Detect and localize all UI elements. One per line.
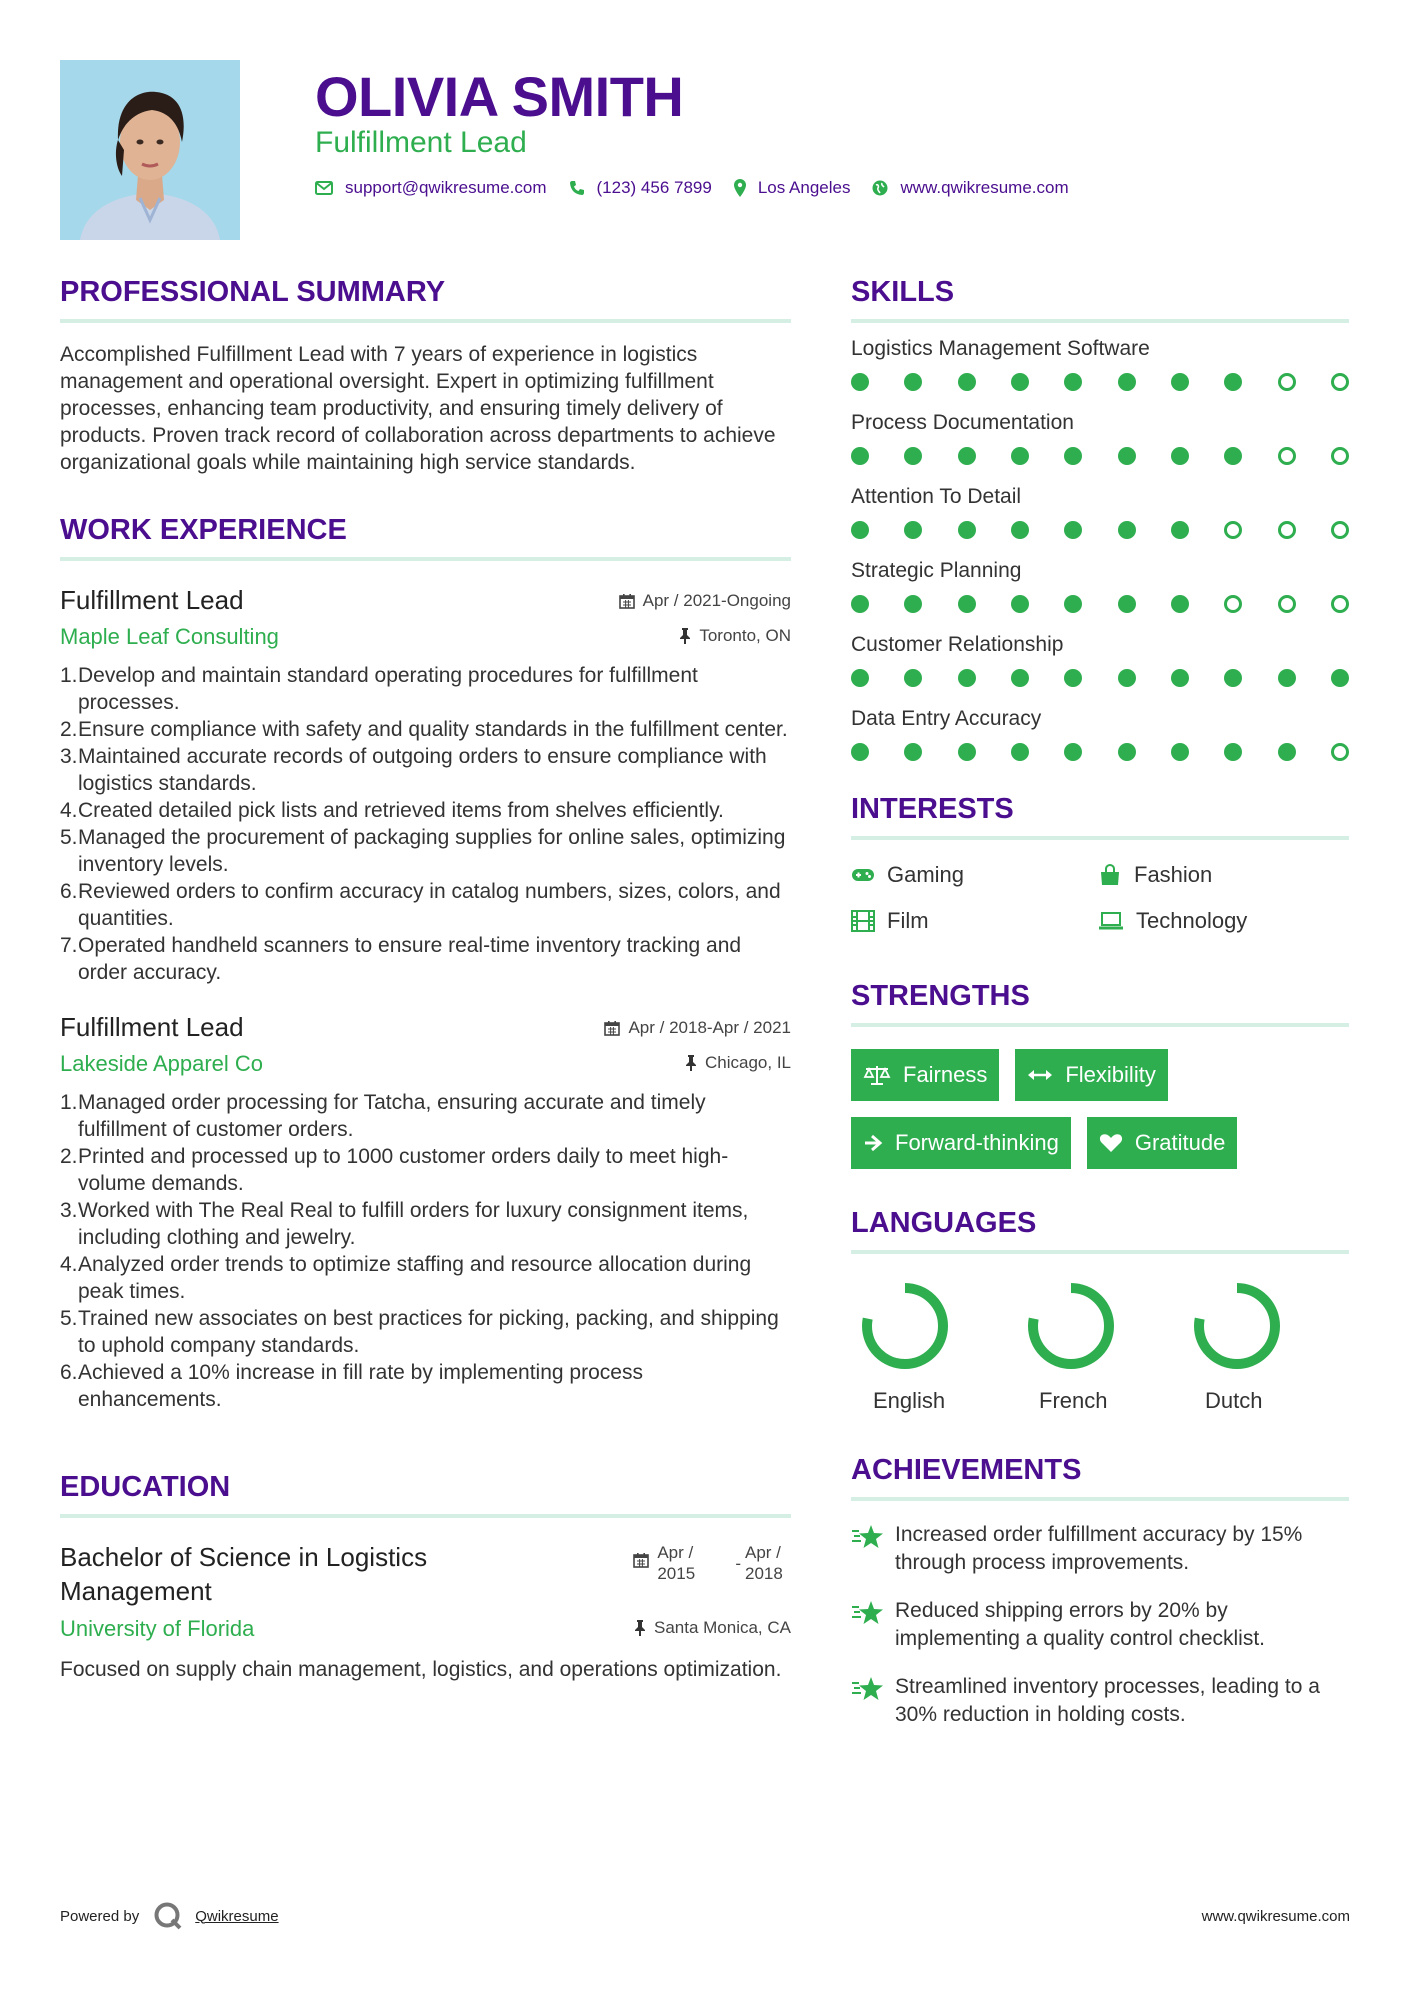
qwikresume-link[interactable]: Qwikresume [195,1907,279,1925]
right-column [851,276,1349,1729]
job-entry [60,1012,791,1413]
rating-dot-empty [1278,447,1296,465]
language-item [851,1278,1017,1414]
arrow-right-icon [863,1133,883,1153]
rating-dot-filled [1011,743,1029,761]
left-column [60,276,791,1683]
rating-dot-filled [958,595,976,613]
achievement-item: Reduced shipping errors by 20% by implementing a quality control checklist. [851,1597,1349,1653]
footer-url[interactable]: www.qwikresume.com [1201,1907,1350,1925]
shopping-bag-icon [1098,864,1122,886]
rating-dot-filled [1118,669,1136,687]
interest-item: Film [851,908,1098,934]
list-item: 3. Worked with The Real Real to fulfill orders for luxury consignment items, including clothing and jewelry. [60,1199,749,1249]
skill-rating [851,743,1349,761]
skill-name: Strategic Planning [851,559,1022,582]
envelope-icon [315,181,333,195]
footer [60,1898,1350,1934]
school-name: University of Florida [60,1616,255,1641]
skill-name: Customer Relationship [851,633,1064,656]
rating-dot-filled [851,743,869,761]
calendar-icon [633,1552,649,1568]
language-ring [1023,1278,1119,1374]
interest-item: Gaming [851,862,1098,888]
job-role: Fulfillment Lead [60,1012,244,1042]
languages-list [851,1278,1349,1414]
contact-bar [315,178,1091,198]
contact-email[interactable] [315,178,547,198]
contact-phone[interactable] [569,178,712,198]
job-company: Lakeside Apparel Co [60,1051,264,1076]
qwikresume-logo-icon [153,1901,183,1931]
rating-dot-filled [1064,447,1082,465]
language-ring [1189,1278,1285,1374]
rating-dot-filled [1171,595,1189,613]
skill-item [851,707,1349,761]
phone-icon [569,180,585,196]
job-role: Fulfillment Lead [60,585,244,615]
rating-dot-filled [1064,669,1082,687]
skill-item [851,337,1349,391]
rating-dot-filled [958,521,976,539]
achievements-list [851,1521,1349,1729]
rating-dot-filled [1011,373,1029,391]
list-item: 2. Ensure compliance with safety and quality standards in the fulfillment center. [60,718,788,741]
rating-dot-empty [1278,595,1296,613]
rating-dot-filled [1278,743,1296,761]
rating-dot-empty [1331,743,1349,761]
globe-icon [872,180,888,196]
rating-dot-filled [904,373,922,391]
rating-dot-empty [1224,595,1242,613]
rating-dot-filled [851,595,869,613]
responsibility-list [60,662,791,986]
rating-dot-filled [1011,521,1029,539]
language-name: Dutch [1205,1388,1263,1413]
skill-name: Attention To Detail [851,485,1022,508]
interests-grid [851,862,1349,934]
contact-location [734,178,851,198]
rating-dot-filled [1278,669,1296,687]
rating-dot-filled [1118,743,1136,761]
job-location: Toronto, ON [679,626,791,646]
profile-photo [60,60,240,240]
rating-dot-filled [851,447,869,465]
rating-dot-empty [1278,373,1296,391]
rating-dot-filled [1331,669,1349,687]
star-icon [851,1675,885,1703]
rating-dot-filled [1171,447,1189,465]
language-item [1017,1278,1183,1414]
heart-icon [1099,1133,1123,1153]
interest-item: Fashion [1098,862,1345,888]
map-pin-icon [734,179,746,197]
school-location: Santa Monica, CA [634,1618,791,1638]
languages-heading: LANGUAGES [851,1207,1349,1254]
language-name: English [873,1388,946,1413]
rating-dot-filled [851,373,869,391]
list-item: 4. Created detailed pick lists and retrieved items from shelves efficiently. [60,799,724,822]
job-entry [60,585,791,986]
skill-name: Data Entry Accuracy [851,707,1042,730]
education-entry [60,1540,791,1683]
rating-dot-filled [1064,373,1082,391]
list-item: 2. Printed and processed up to 1000 customer orders daily to meet high-volume demands. [60,1145,729,1195]
list-item: 5. Managed the procurement of packaging supplies for online sales, optimizing inventory levels. [60,826,786,876]
rating-dot-filled [851,521,869,539]
rating-dot-filled [958,373,976,391]
education-heading: EDUCATION [60,1471,791,1518]
pushpin-icon [685,1055,697,1071]
rating-dot-filled [1171,669,1189,687]
location-text: Los Angeles [757,178,851,197]
rating-dot-filled [1011,447,1029,465]
rating-dot-filled [1171,373,1189,391]
strengths-heading: STRENGTHS [851,980,1349,1027]
rating-dot-filled [1118,373,1136,391]
rating-dot-filled [1171,521,1189,539]
strength-badge: Flexibility [1015,1049,1167,1101]
candidate-title: Fulfillment Lead [315,126,527,159]
language-item [1183,1278,1349,1414]
rating-dot-filled [1011,595,1029,613]
skill-item [851,559,1349,613]
skill-rating [851,447,1349,465]
achievements-heading: ACHIEVEMENTS [851,1454,1349,1501]
rating-dot-filled [1224,447,1242,465]
skill-rating [851,669,1349,687]
skill-name: Process Documentation [851,411,1074,434]
rating-dot-filled [1064,595,1082,613]
strengths-list [851,1049,1349,1169]
job-dates: Apr / 2021-Ongoing [619,591,791,611]
experience-heading: WORK EXPERIENCE [60,514,791,561]
interests-heading: INTERESTS [851,793,1349,840]
skill-name: Logistics Management Software [851,337,1150,360]
phone-text: (123) 456 7899 [596,178,712,197]
calendar-icon [619,593,635,609]
film-icon [851,910,875,932]
calendar-icon [604,1020,620,1036]
rating-dot-filled [1064,743,1082,761]
skill-rating [851,595,1349,613]
rating-dot-filled [904,595,922,613]
education-dates: Apr / 2015 - Apr / 2018 [633,1542,791,1608]
laptop-icon [1098,912,1124,930]
summary-heading: PROFESSIONAL SUMMARY [60,276,791,323]
balance-scale-icon [863,1064,891,1086]
language-ring [857,1278,953,1374]
star-icon [851,1523,885,1551]
rating-dot-filled [1171,743,1189,761]
list-item: 7. Operated handheld scanners to ensure real-time inventory tracking and order accuracy. [60,934,742,984]
candidate-name: OLIVIA SMITH [315,65,684,128]
list-item: 4. Analyzed order trends to optimize staffing and resource allocation during peak times. [60,1253,752,1303]
rating-dot-empty [1331,521,1349,539]
rating-dot-filled [904,669,922,687]
list-item: 1. Develop and maintain standard operating procedures for fulfillment processes. [60,664,698,714]
strength-badge: Forward-thinking [851,1117,1071,1169]
rating-dot-filled [1064,521,1082,539]
job-location: Chicago, IL [685,1053,791,1073]
resume-header [60,60,1350,240]
skill-rating [851,373,1349,391]
skills-heading: SKILLS [851,276,1349,323]
rating-dot-filled [904,447,922,465]
rating-dot-filled [1224,743,1242,761]
star-icon [851,1599,885,1627]
pushpin-icon [634,1620,646,1636]
skill-item [851,633,1349,687]
gamepad-icon [851,867,875,883]
rating-dot-filled [851,669,869,687]
achievement-item: Streamlined inventory processes, leading to a 30% reduction in holding costs. [851,1673,1349,1729]
responsibility-list [60,1089,791,1413]
achievement-item: Increased order fulfillment accuracy by 15% through process improvements. [851,1521,1349,1577]
list-item: 5. Trained new associates on best practices for picking, packing, and shipping to uphold company standards. [60,1307,779,1357]
summary-text: Accomplished Fulfillment Lead with 7 years of experience in logistics management and operational oversight. Expert in optimizing fulfillment processes, enhancing team productivity, and ensuring timely delivery of products. Proven track record of collaboration across departments to achieve organizational goals while maintaining high service standards. [60,343,776,474]
skills-list [851,337,1349,761]
rating-dot-empty [1331,373,1349,391]
arrows-horizontal-icon [1027,1067,1053,1083]
rating-dot-empty [1331,595,1349,613]
rating-dot-empty [1278,521,1296,539]
contact-website[interactable] [872,178,1068,198]
rating-dot-filled [958,743,976,761]
website-text: www.qwikresume.com [900,178,1069,197]
rating-dot-empty [1331,447,1349,465]
education-description: Focused on supply chain management, logistics, and operations optimization. [60,1658,782,1681]
rating-dot-filled [958,669,976,687]
skill-item [851,411,1349,465]
list-item: 6. Achieved a 10% increase in fill rate by implementing process enhancements. [60,1361,643,1411]
rating-dot-filled [904,743,922,761]
job-dates: Apr / 2018-Apr / 2021 [604,1018,791,1038]
rating-dot-filled [1011,669,1029,687]
pushpin-icon [679,628,691,644]
rating-dot-filled [958,447,976,465]
rating-dot-filled [904,521,922,539]
job-company: Maple Leaf Consulting [60,624,279,649]
rating-dot-filled [1118,595,1136,613]
strength-badge: Gratitude [1087,1117,1238,1169]
interest-item: Technology [1098,908,1345,934]
email-text: support@qwikresume.com [345,178,547,197]
rating-dot-filled [1224,669,1242,687]
rating-dot-filled [1118,447,1136,465]
rating-dot-filled [1118,521,1136,539]
strength-badge: Fairness [851,1049,999,1101]
list-item: 3. Maintained accurate records of outgoing orders to ensure compliance with logistics standards. [60,745,767,795]
skill-rating [851,521,1349,539]
powered-by-text: Powered by [60,1907,140,1925]
degree-title: Bachelor of Science in Logistics Management [60,1542,428,1606]
footer-brand [60,1901,279,1931]
rating-dot-filled [1224,373,1242,391]
rating-dot-empty [1224,521,1242,539]
language-name: French [1039,1388,1108,1413]
list-item: 6. Reviewed orders to confirm accuracy in catalog numbers, sizes, colors, and quantities. [60,880,781,930]
list-item: 1. Managed order processing for Tatcha, ensuring accurate and timely fulfillment of customer orders. [60,1091,706,1141]
skill-item [851,485,1349,539]
